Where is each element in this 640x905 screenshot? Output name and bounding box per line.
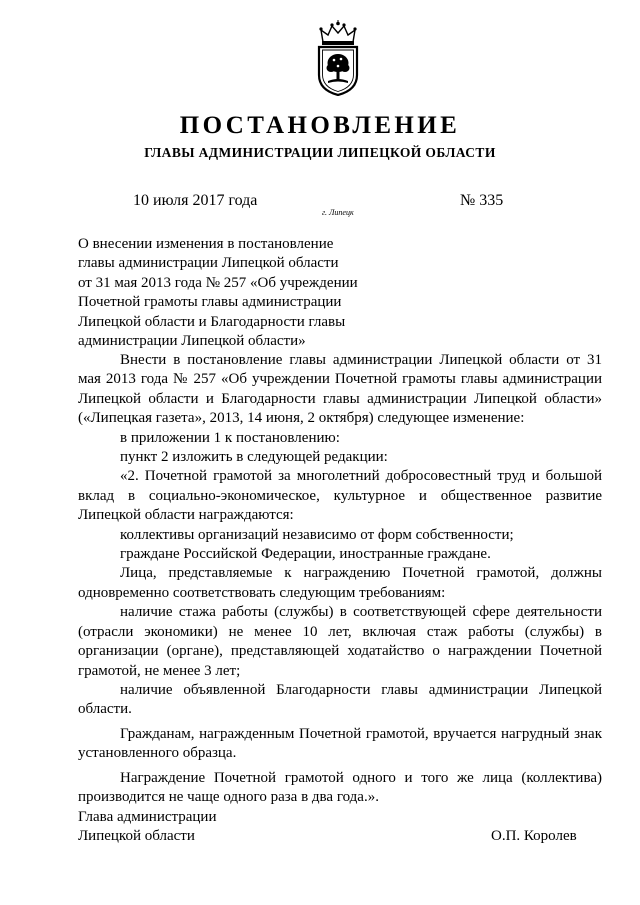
signatory-title-line: Липецкой области xyxy=(78,828,195,845)
document-date: 10 июля 2017 года xyxy=(133,192,258,209)
document-type-title: ПОСТАНОВЛЕНИЕ xyxy=(179,112,461,139)
subject-line: Почетной грамоты главы администрации xyxy=(78,294,342,311)
subject-line: администрации Липецкой области» xyxy=(78,333,306,350)
body-paragraph: граждане Российской Федерации, иностранные граждане. xyxy=(120,546,491,563)
subject-line: Липецкой области и Благодарности главы xyxy=(78,313,346,330)
document-number: № 335 xyxy=(460,192,504,209)
body-paragraph: коллективы организаций независимо от форм собственности; xyxy=(120,526,514,543)
document-subject xyxy=(78,235,358,351)
body-paragraph: Внести в постановление главы администрации Липецкой области от 31 мая 2013 года № 257 «Об учреждении Почетной грамоты главы администрации Липецкой области и Благодарности главы администрации Липецкой области» («Липецкая газета», 2013, 14 июня, 2 октября) следующее изменение: xyxy=(78,352,602,427)
body-paragraph: наличие объявленной Благодарности главы администрации Липецкой области. xyxy=(78,681,602,718)
document-body xyxy=(78,351,602,807)
body-paragraph: пункт 2 изложить в следующей редакции: xyxy=(120,449,388,466)
document-city: г. Липецк xyxy=(322,208,354,217)
body-paragraph: «2. Почетной грамотой за многолетний добросовестный труд и большой вклад в социально-экономическое, культурное и общественное развитие Липецкой области награждаются: xyxy=(78,468,602,524)
body-paragraph: Лица, представляемые к награждению Почетной грамотой, должны одновременно соответствовать следующим требованиям: xyxy=(78,565,602,601)
body-paragraph: наличие стажа работы (службы) в соответствующей сфере деятельности (отрасли экономики) не менее 10 лет, включая стаж работы (службы) в организации (органе), представляющей ходатайство о награждении Почетной грамотой, не менее 3 лет; xyxy=(78,604,602,679)
coat-of-arms-icon xyxy=(313,20,363,96)
signatory-title-line: Глава администрации xyxy=(78,809,217,825)
subject-line: главы администрации Липецкой области xyxy=(78,255,339,272)
signatory-title xyxy=(78,808,216,847)
body-paragraph: Награждение Почетной грамотой одного и того же лица (коллектива) производится не чаще одного раза в два года.». xyxy=(78,769,602,805)
subject-line: от 31 мая 2013 года № 257 «Об учреждении xyxy=(78,274,358,291)
issuing-authority: ГЛАВЫ АДМИНИСТРАЦИИ ЛИПЕЦКОЙ ОБЛАСТИ xyxy=(144,145,496,160)
body-paragraph: в приложении 1 к постановлению: xyxy=(120,429,340,446)
subject-line: О внесении изменения в постановление xyxy=(78,236,334,252)
body-paragraph: Гражданам, награжденным Почетной грамотой, вручается нагрудный знак установленного образца. xyxy=(78,725,602,762)
signatory-name: О.П. Королев xyxy=(491,828,577,844)
